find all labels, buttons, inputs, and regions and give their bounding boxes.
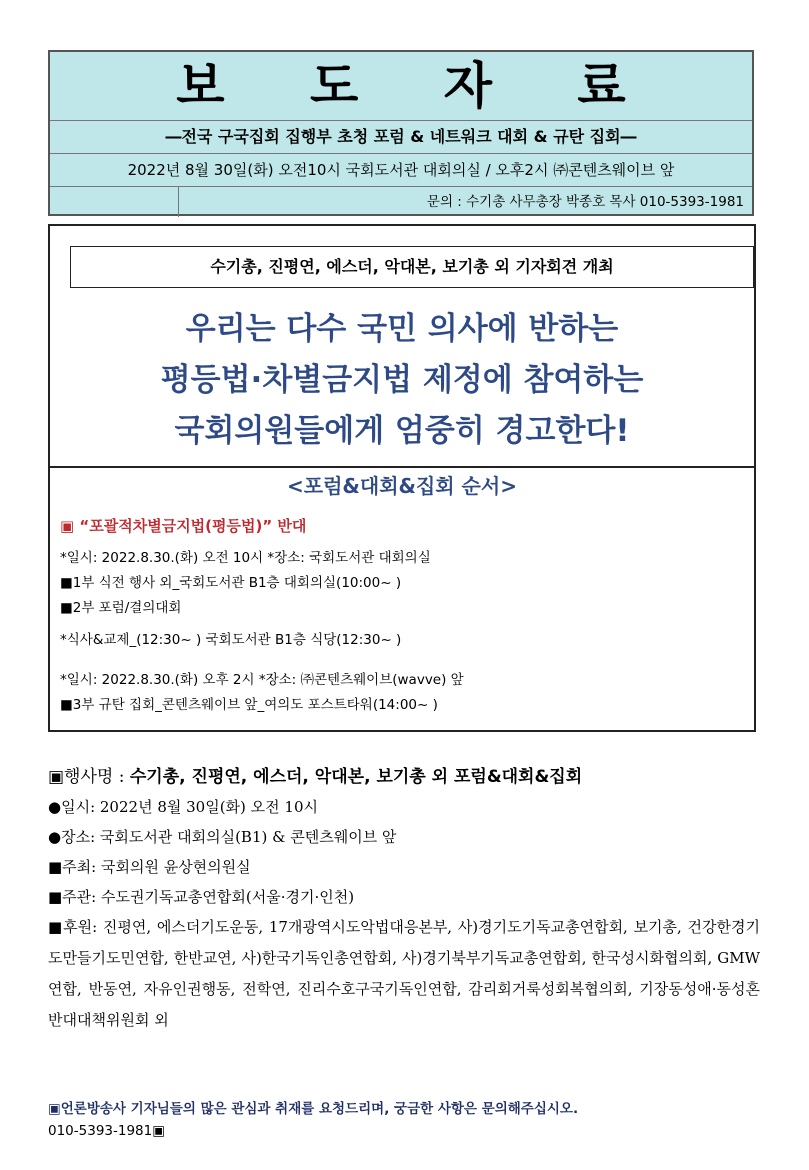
- schedule-line: ■3부 규탄 집회_콘텐츠웨이브 앞_여의도 포스트타워(14:00~ ): [60, 697, 438, 713]
- schedule-line: ■2부 포럼/결의대회: [60, 600, 182, 616]
- press-conference-banner: 수기총, 진평연, 에스더, 악대본, 보기총 외 기자회견 개최: [70, 246, 754, 288]
- contact-info: 문의 : 수기총 사무총장 박종호 목사 010-5393-1981: [426, 194, 744, 210]
- media-request: ▣언론방송사 기자님들의 많은 관심과 취재를 요청드리며, 궁금한 사항은 문의해주십시오.: [48, 1101, 579, 1117]
- event-sponsors: ■후원: 진평연, 에스더기도운동, 17개광역시도악법대응본부, 사)경기도기독교총연합회, 보기총, 건강한경기도만들기도민연합, 한반교연, 사)한국기독인총연합회, 사)경기북부기독교총연합회, 한국성시화협의회, GMW연합, 반동연, 자유인권행동, 전학연, 진리수호구국기독인연합, 감리회거룩성회복협의회, 기장동성애·동성혼반대대책위원회 외: [48, 918, 760, 1029]
- event-date: ●일시: 2022년 8월 30일(화) 오전 10시: [48, 798, 318, 816]
- headline-line: 우리는 다수 국민 의사에 반하는: [185, 311, 619, 347]
- page-title: 보 도 자 료: [50, 52, 752, 121]
- schedule-line: ■1부 식전 행사 외_국회도서관 B1층 대회의실(10:00~ ): [60, 575, 402, 591]
- schedule-line: *식사&교제_(12:30~ ) 국회도서관 B1층 식당(12:30~ ): [60, 632, 402, 648]
- event-name: 수기총, 진평연, 에스더, 악대본, 보기총 외 포럼&대회&집회: [129, 767, 583, 787]
- headline-line: 평등법·차별금지법 제정에 참여하는: [160, 362, 644, 398]
- event-dateline: 2022년 8월 30일(화) 오전10시 국회도서관 대회의실 / 오후2시 ㈜콘텐츠웨이브 앞: [50, 154, 752, 187]
- event-label: ▣행사명 :: [48, 767, 130, 787]
- contact-row: [50, 187, 752, 217]
- event-name-row: [48, 762, 760, 792]
- main-headline: [50, 304, 754, 457]
- event-details: [48, 762, 760, 1036]
- divider: [50, 466, 754, 468]
- event-place: ●장소: 국회도서관 대회의실(B1) & 콘텐츠웨이브 앞: [48, 828, 397, 846]
- schedule-line: *일시: 2022.8.30.(화) 오후 2시 *장소: ㈜콘텐츠웨이브(wavve) 앞: [60, 672, 464, 688]
- program-order-title: <포럼&대회&집회 순서>: [287, 474, 517, 498]
- schedule-line: *일시: 2022.8.30.(화) 오전 10시 *장소: 국회도서관 대회의실: [60, 550, 431, 566]
- headline-line: 국회의원들에게 엄중히 경고한다!: [174, 413, 630, 449]
- event-subtitle: ―전국 구국집회 집행부 초청 포럼 & 네트워크 대회 & 규탄 집회―: [50, 121, 752, 154]
- event-organizer: ■주관: 수도권기독교총연합회(서울·경기·인천): [48, 888, 355, 906]
- footer-note: [48, 1098, 760, 1142]
- event-host: ■주최: 국회의원 윤상현의원실: [48, 858, 251, 876]
- press-release-header: [48, 50, 754, 216]
- oppose-heading: ▣ “포괄적차별금지법(평등법)” 반대: [60, 517, 307, 535]
- contact-spacer: [50, 187, 179, 217]
- event-program-box: [48, 224, 756, 732]
- footer-phone: 010-5393-1981▣: [48, 1123, 165, 1139]
